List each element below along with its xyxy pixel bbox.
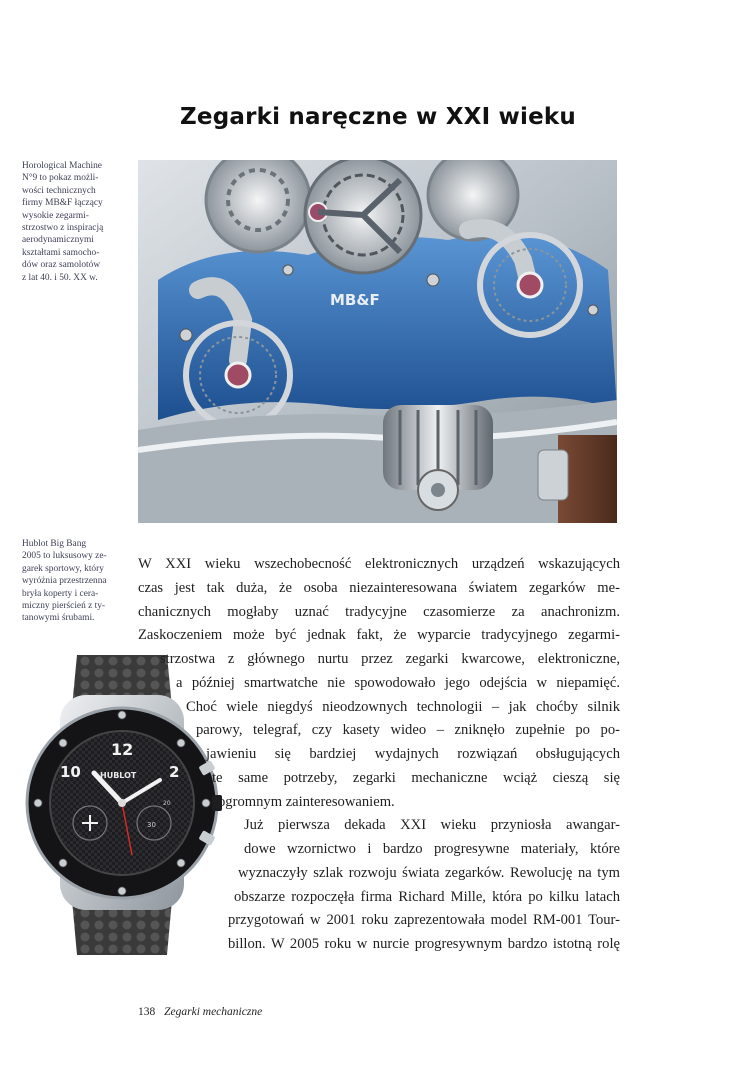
body-line: billon. W 2005 roku w nurcie progresywnym bardzo istotną rolę	[228, 936, 620, 952]
body-line: wyznaczyły szlak rozwoju świata zegarków. Rewolucję na tym	[238, 864, 620, 881]
page-footer	[138, 1006, 262, 1018]
body-line: jawieniu się bardziej wydajnych rozwiązań obsługujących	[206, 746, 620, 762]
page-title: Zegarki naręczne w XXI wieku	[180, 104, 576, 130]
body-line: Choć wiele niegdyś nieodzownych technologii – jak choćby silnik	[186, 698, 620, 715]
hublot-logo: HUBLOT	[100, 771, 137, 780]
body-line: Już pierwsza dekada XXI wieku przyniosła awangar-	[244, 817, 620, 834]
gear-top-left-icon	[206, 160, 310, 252]
body-line: ogromnym zainteresowaniem.	[218, 793, 395, 810]
body-line: chanicznych mogłaby uznać tradycyjne czasomierze za anachronizm.	[138, 603, 620, 620]
body-line: strzostwa z głównego nurtu przez zegarki kwarcowe, elektroniczne,	[160, 651, 620, 667]
body-line: Zaskoczeniem może być jednak fakt, że wyparcie tradycyjnego zegarmi-	[138, 627, 620, 644]
body-line: dowe wzornictwo i bardzo progresywne materiały, które	[244, 841, 620, 857]
dial-numeral-10: 10	[60, 763, 81, 781]
dial-numeral-12: 12	[111, 740, 134, 759]
mbf-watch-illustration	[138, 160, 617, 523]
running-footer-section: Zegarki mechaniczne	[164, 1006, 263, 1018]
body-line: czas jest tak duża, że osoba niezainteresowana światem zegarków me-	[138, 579, 620, 596]
body-line: parowy, telegraf, czy kasety wideo – zniknęło zupełnie po po-	[196, 722, 620, 739]
body-line: W XXI wieku wszechobecność elektronicznych urządzeń wskazujących	[138, 556, 620, 572]
body-text	[138, 553, 620, 957]
page-number: 138	[138, 1006, 156, 1018]
body-line: przygotowań w 2001 roku zaprezentowała model RM-001 Tour-	[228, 912, 620, 929]
date-label: 20	[163, 800, 171, 807]
caption-hublot: Hublot Big Bang 2005 to luksusowy ze- garek sportowy, który wyróżnia przestrzenna bryła koperty i cera- miczny pierścień z ty- tanowymi śrubami.	[22, 539, 107, 624]
body-line: te same potrzeby, zegarki mechaniczne wciąż cieszą się	[212, 769, 620, 786]
caption-mbf: Horological Machine N°9 to pokaz możli- wości technicznych firmy MB&F łączący wysokie zegarmi- strzostwo z inspiracją aerodynamicznymi kształtami samocho- dów oraz samolotów z lat 40. i 50. XX w.	[22, 161, 104, 283]
tourbillon-top-icon	[305, 160, 421, 273]
photo-mbf-hm9	[138, 160, 617, 523]
body-line: obszarze rozpoczęła firma Richard Mille, która po kilku latach	[234, 888, 620, 905]
subdial-label: 30	[147, 821, 156, 829]
dial-numeral-2: 2	[169, 763, 180, 781]
mbf-logo: MB&F	[330, 291, 380, 309]
body-line: a później smartwatche nie spowodowało jego odejścia w niepamięć.	[176, 674, 620, 691]
